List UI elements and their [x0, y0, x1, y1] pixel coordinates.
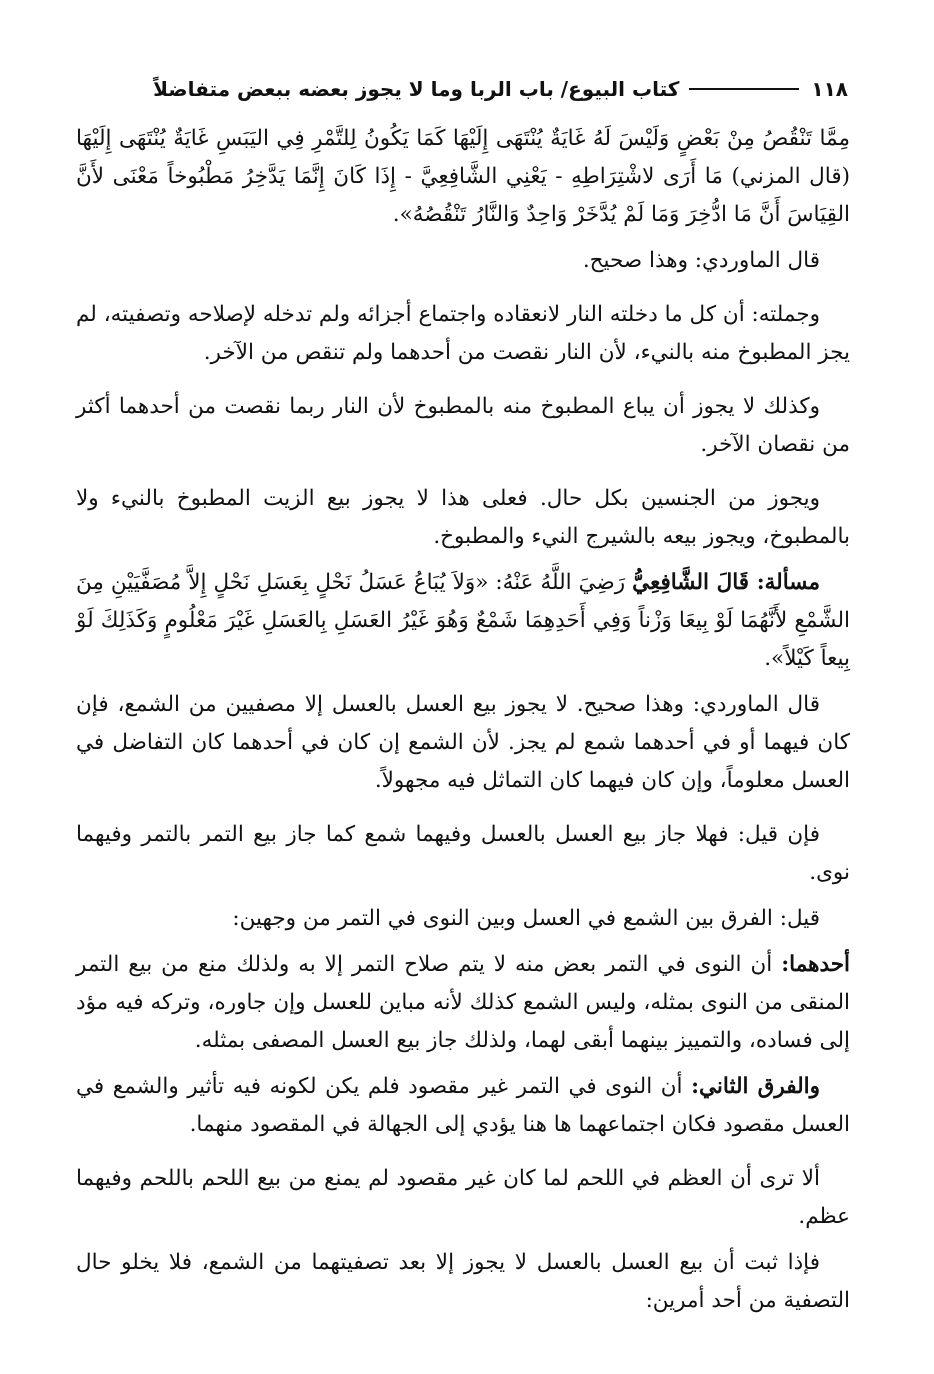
paragraph-text: قيل: الفرق بين الشمع في العسل وبين النوى في التمر من وجهين:: [232, 906, 820, 931]
paragraph: [76, 1244, 850, 1320]
paragraph: [76, 900, 850, 938]
paragraph-text: وكذلك لا يجوز أن يباع المطبوخ منه بالمطبوخ لأن النار ربما نقصت من أحدهما أكثر من نقصان الآخر.: [76, 394, 850, 457]
paragraph-text: مِمَّا تَنْقُصُ مِنْ بَعْضٍ وَلَيْسَ لَهُ غَايَةٌ يُنْتَهَى إِلَيْهَا كَمَا يَكُونُ لِلتَّمْرِ فِي اليَبَسِ غَايَةٌ يُنْتَهَى إِلَيْهَا (قال المزني) مَا أَرَى لاشْتِرَاطِهِ - يَعْنِي الشَّافِعِيَّ - إِذَا كَانَ إِنَّمَا يَدَّخِرُ مَطْبُوخاً مَعْنَى لأَنَّ القِيَاسَ أَنَّ مَا ادُّخِرَ وَمَا لَمْ يُدَّخَرْ وَاحِدٌ وَالنَّارُ تَنْقُصُهُ».: [76, 126, 850, 227]
paragraph-text: فإن قيل: فهلا جاز بيع العسل بالعسل وفيهما شمع كما جاز بيع التمر بالتمر وفيهما نوى.: [76, 822, 850, 885]
second-difference-heading: والفرق الثاني:: [691, 1074, 820, 1099]
paragraph: [76, 1160, 850, 1236]
paragraph-text: رَضِيَ اللَّهُ عَنْهُ: «وَلاَ يُبَاعُ عَسَلُ نَحْلٍ بِعَسَلِ نَحْلٍ إِلاَّ مُصَفَّيَيْنِ مِنَ الشَّمْعِ لأَنَّهُمَا لَوْ بِيعَا وَزْناً وَفِي أَحَدِهِمَا شَمْعٌ وَهُوَ غَيْرُ العَسَلِ بِالعَسَلِ غَيْرَ مَعْلُومٍ وَكَذَلِكَ لَوْ بِيعاً كَيْلاً».: [76, 570, 850, 671]
header-rule: [689, 88, 799, 90]
second-difference-paragraph: [76, 1068, 850, 1144]
paragraph: [76, 816, 850, 892]
page-number: ١١٨: [811, 77, 848, 101]
paragraph-text: فإذا ثبت أن بيع العسل بالعسل لا يجوز إلا بعد تصفيتهما من الشمع، فلا يخلو حال التصفية من أحد أمرين:: [76, 1250, 850, 1313]
page-body: [76, 120, 850, 1336]
paragraph: [76, 296, 850, 372]
paragraph-text: أن النوى في التمر غير مقصود فلم يكن لكونه فيه تأثير والشمع في العسل مقصود فكان اجتماعهما ها هنا يؤدي إلى الجهالة في المقصود منهما.: [76, 1074, 850, 1137]
paragraph-quote-continuation: [76, 120, 850, 234]
paragraph: [76, 686, 850, 800]
paragraph: [76, 242, 850, 280]
paragraph-text: قال الماوردي: وهذا صحيح.: [582, 248, 820, 273]
paragraph: [76, 388, 850, 464]
paragraph-text: ويجوز من الجنسين بكل حال. فعلى هذا لا يجوز بيع الزيت المطبوخ بالنيء ولا بالمطبوخ، ويجوز بيعه بالشيرج النيء والمطبوخ.: [76, 486, 850, 549]
paragraph-text: ألا ترى أن العظم في اللحم لما كان غير مقصود لم يمنع من بيع اللحم باللحم وفيهما عظم.: [76, 1166, 850, 1229]
paragraph: [76, 480, 850, 556]
masala-paragraph: [76, 564, 850, 678]
first-difference-paragraph: [76, 946, 850, 1060]
first-difference-heading: أحدهما:: [781, 952, 851, 977]
paragraph-text: أن النوى في التمر بعض منه لا يتم صلاح التمر إلا به ولذلك منع من بيع التمر المنقى من النوى بمثله، وليس الشمع كذلك لأنه مباين للعسل وإن جاوره، وتركه فيه مؤد إلى فساده، والتمييز بينهما أبقى لهما، ولذلك جاز بيع العسل المصفى بمثله.: [76, 952, 850, 1053]
paragraph-text: قال الماوردي: وهذا صحيح. لا يجوز بيع العسل بالعسل إلا مصفيين من الشمع، فإن كان فيهما أو في أحدهما شمع لم يجز. لأن الشمع إن كان في أحدهما كان التفاضل في العسل معلوماً، وإن كان فيهما كان التماثل فيه مجهولاً.: [76, 692, 850, 793]
page-header: [76, 72, 848, 106]
masala-heading: مسألة: قَالَ الشَّافِعِيُّ: [632, 570, 820, 595]
running-title: كتاب البيوع/ باب الربا وما لا يجوز بعضه ببعض متفاضلاً: [153, 77, 680, 101]
paragraph-text: وجملته: أن كل ما دخلته النار لانعقاده واجتماع أجزائه ولم تدخله لإصلاحه وتصفيته، لم يجز المطبوخ منه بالنيء، لأن النار نقصت من أحدهما ولم تنقص من الآخر.: [76, 302, 850, 365]
